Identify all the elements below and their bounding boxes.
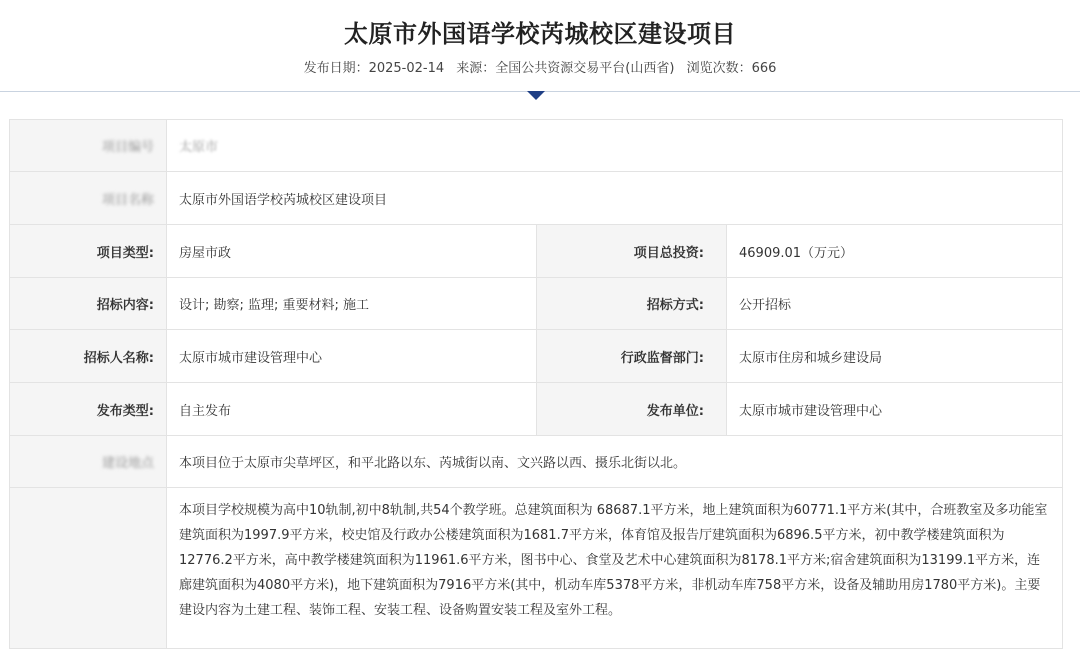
scale-label (10, 488, 167, 648)
project-number-value: 太原市 (179, 140, 219, 155)
publish-unit-value: 太原市城市建设管理中心 (739, 403, 883, 419)
project-info-table (9, 119, 1063, 649)
views-label: 浏览次数： (686, 61, 752, 76)
bid-content-value: 设计; 勘察; 监理; 重要材料; 施工 (167, 278, 537, 329)
supervision-dept-label: 行政监督部门: (537, 330, 727, 382)
bid-method-label: 招标方式: (537, 278, 727, 329)
views-count: 666 (751, 61, 777, 76)
table-row (10, 120, 1062, 172)
publish-date: 2025-02-14 (368, 61, 445, 76)
header-pointer-icon (527, 91, 545, 100)
project-type-label: 项目类型: (10, 225, 167, 277)
bid-content-label: 招标内容: (10, 278, 167, 329)
publish-type-label: 发布类型: (10, 383, 167, 435)
publish-date-label: 发布日期： (303, 61, 369, 76)
scale-description: 本项目学校规模为高中10轨制,初中8轨制,共54个教学班。总建筑面积为 68687.1平方米，地上建筑面积为60771.1平方米(其中，合班教室及多功能室建筑面积为1997.9平方米，校史馆及行政办公楼建筑面积为1681.7平方米，体育馆及报告厅建筑面积为6896.5平方米，初中教学楼建筑面积为12776.2平方米，高中教学楼建筑面积为11961.6平方米，图书中心、食堂及艺术中心建筑面积为8178.1平方米;宿舍建筑面积为13199.1平方米，连廊建筑面积为4080平方米)，地下建筑面积为7916平方米(其中，机动车库5378平方米，非机动车库758平方米，设备及辅助用房1780平方米)。主要建设内容为土建工程、装饰工程、安装工程、设备购置安装工程及室外工程。 (179, 503, 1048, 618)
table-row (10, 383, 1062, 436)
publish-unit-label: 发布单位: (537, 383, 727, 435)
table-row (10, 225, 1062, 278)
bid-method-value: 公开招标 (739, 298, 792, 313)
meta-line (0, 57, 1080, 76)
location-value: 本项目位于太原市尖草坪区，和平北路以东、芮城街以南、文兴路以西、摄乐北街以北。 (179, 456, 687, 471)
supervision-dept-value: 太原市住房和城乡建设局 (739, 350, 883, 366)
source-label: 来源： (456, 61, 496, 76)
source: 全国公共资源交易平台(山西省) (495, 61, 675, 76)
total-investment-value: 46909.01（万元） (739, 245, 854, 261)
table-row (10, 330, 1062, 383)
total-investment-label: 项目总投资: (537, 225, 727, 277)
project-type-value: 房屋市政 (167, 225, 537, 277)
location-label: 建设地点 (101, 456, 154, 471)
publish-type-value: 自主发布 (167, 383, 537, 435)
page-title: 太原市外国语学校芮城校区建设项目 (344, 20, 736, 48)
project-number-label: 项目编号 (101, 140, 154, 155)
project-name-value: 太原市外国语学校芮城校区建设项目 (179, 192, 388, 208)
table-row (10, 436, 1062, 488)
page-header (0, 0, 1080, 92)
table-row (10, 278, 1062, 330)
tenderer-name-label: 招标人名称: (10, 330, 167, 382)
tenderer-name-value: 太原市城市建设管理中心 (167, 330, 537, 382)
project-name-label: 项目名称 (101, 192, 154, 208)
table-row (10, 488, 1062, 648)
table-row (10, 172, 1062, 225)
